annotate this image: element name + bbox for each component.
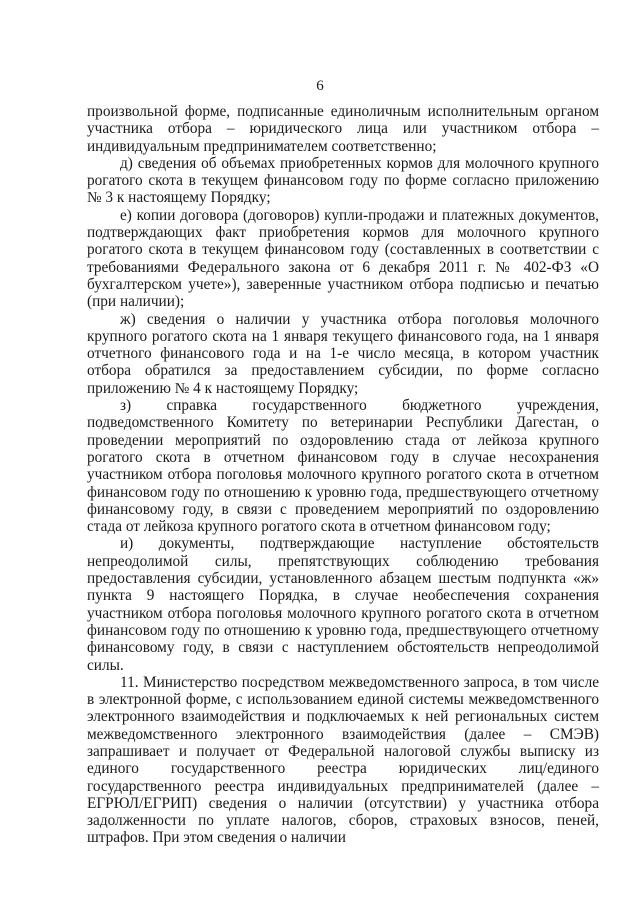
document-body: [87, 103, 599, 847]
paragraph-continuation: произвольной форме, подписанные единоличным исполнительным органом участника отбора – юридического лица или участником отбора – индивидуальным предпринимателем соответственно;: [87, 103, 599, 155]
paragraph-item-zh: ж) сведения о наличии у участника отбора поголовья молочного крупного рогатого скота на 1 января текущего финансового года, на 1 января отчетного финансового года и на 1-е число месяца, в котором участник отбора обратился за предоставлением субсидии, по форме согласно приложению № 4 к настоящему Порядку;: [87, 310, 599, 397]
paragraph-item-i: и) документы, подтверждающие наступление обстоятельств непреодолимой силы, препятствующих соблюдению требования предоставления субсидии, установленного абзацем шестым подпункта «ж» пункта 9 настоящего Порядка, в случае необеспечения сохранения участником отбора поголовья молочного крупного рогатого скота в отчетном финансовом году по отношению к уровню года, предшествующего отчетному финансовому году, в связи с наступлением обстоятельств непреодолимой силы.: [87, 535, 599, 674]
paragraph-section-11: 11. Министерство посредством межведомственного запроса, в том числе в электронной форме, с использованием единой системы межведомственного электронного взаимодействия и подключаемых к ней региональных систем межведомственного электронного взаимодействия (далее – СМЭВ) запрашивает и получает от Федеральной налоговой службы выписку из единого государственного реестра юридических лиц/единого государственного реестра индивидуальных предпринимателей (далее – ЕГРЮЛ/ЕГРИП) сведения о наличии (отсутствии) у участника отбора задолженности по уплате налогов, сборов, страховых взносов, пеней, штрафов. При этом сведения о наличии: [87, 673, 599, 847]
paragraph-item-e: е) копии договора (договоров) купли-продажи и платежных документов, подтверждающих факт приобретения кормов для молочного крупного рогатого скота в текущем финансовом году (составленных в соответствии с требованиями Федерального закона от 6 декабря 2011 г. № 402-ФЗ «О бухгалтерском учете»), заверенные участником отбора подписью и печатью (при наличии);: [87, 206, 599, 311]
paragraph-item-d: д) сведения об объемах приобретенных кормов для молочного крупного рогатого скота в текущем финансовом году по форме согласно приложению № 3 к настоящему Порядку;: [87, 154, 599, 207]
page-number: 6: [316, 78, 324, 94]
paragraph-item-z: з) справка государственного бюджетного учреждения, подведомственного Комитету по ветеринарии Республики Дагестан, о проведении мероприятий по оздоровлению стада от лейкоза крупного рогатого скота в отчетном финансовом году в случае несохранения участником отбора поголовья молочного крупного рогатого скота в отчетном финансовом году по отношению к уровню года, предшествующего отчетному финансовому году, в связи с проведением мероприятий по оздоровлению стада от лейкоза крупного рогатого скота в отчетном финансовом году;: [87, 397, 599, 536]
